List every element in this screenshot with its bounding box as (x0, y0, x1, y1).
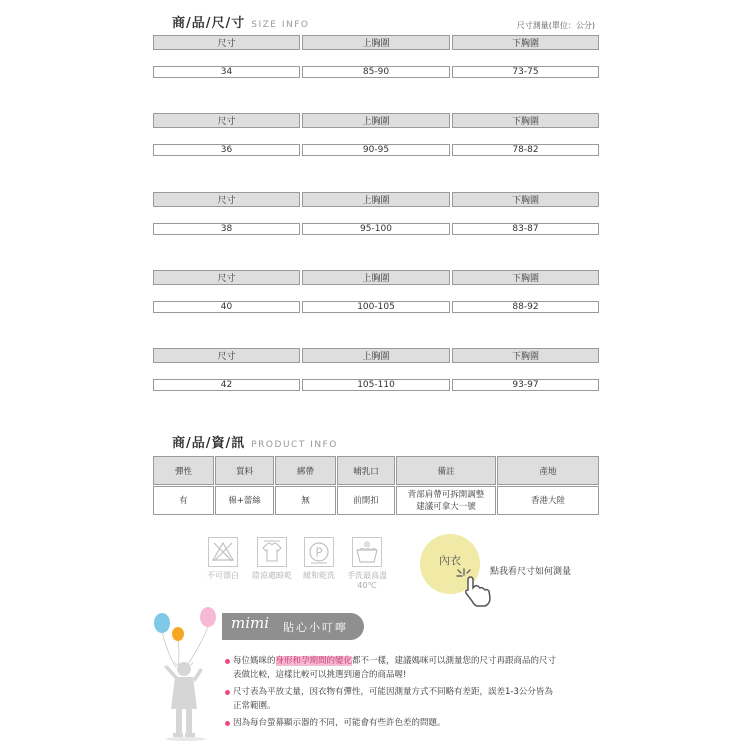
product-info-heading (172, 432, 338, 451)
size-value-row (153, 66, 599, 104)
header-under-bust: 下胸圍 (452, 113, 599, 128)
tip-1 (233, 654, 605, 682)
header-upper-bust: 上胸圍 (302, 35, 450, 50)
header-origin: 產地 (497, 456, 599, 485)
header-remark: 備註 (396, 456, 496, 485)
girl-with-balloons-icon (148, 605, 228, 745)
header-upper-bust: 上胸圍 (302, 192, 450, 207)
value-under-bust: 88-92 (452, 301, 599, 313)
tip-1-highlight: 身形和孕期間的變化 (275, 656, 353, 666)
value-under-bust: 83-87 (452, 223, 599, 235)
header-upper-bust: 上胸圍 (302, 348, 450, 363)
header-under-bust: 下胸圍 (452, 35, 599, 50)
value-material: 棉+蕾絲 (215, 486, 274, 515)
size-header-row (153, 113, 599, 143)
svg-text:P: P (315, 545, 323, 560)
value-size: 42 (153, 379, 300, 391)
header-material: 質料 (215, 456, 274, 485)
tip-bullet-3 (225, 721, 230, 726)
header-size: 尺寸 (153, 35, 300, 50)
product-info-title: 商/品/資/訊 (172, 436, 246, 451)
size-header-row (153, 270, 599, 300)
measure-link[interactable]: 點我看尺寸如何測量 (490, 567, 572, 577)
size-info-heading (172, 12, 309, 31)
tip-2 (233, 685, 605, 713)
hand-wash-icon (352, 537, 382, 567)
header-size: 尺寸 (153, 113, 300, 128)
value-size: 38 (153, 223, 300, 235)
shade-dry-shirt-icon (257, 537, 287, 567)
size-header-row (153, 192, 599, 222)
care-hand-wash (347, 537, 387, 590)
tip-bullet-1 (225, 659, 230, 664)
value-size: 36 (153, 144, 300, 156)
value-size: 40 (153, 301, 300, 313)
value-nursing-opening: 前開扣 (337, 486, 395, 515)
value-upper-bust: 90-95 (302, 144, 450, 156)
value-origin: 香港大陸 (497, 486, 599, 515)
no-bleach-icon (208, 537, 238, 567)
remark-line-1: 背部肩帶可拆開調整 (407, 489, 485, 500)
care-label-shade-dry: 陰涼處晾乾 (252, 571, 292, 580)
unit-note: 尺寸測量(單位：公分) (516, 21, 595, 30)
care-shade-dry (252, 537, 292, 581)
size-value-row (153, 301, 599, 339)
size-header-row (153, 348, 599, 378)
header-upper-bust: 上胸圍 (302, 113, 450, 128)
size-block (153, 270, 599, 340)
size-value-row (153, 223, 599, 261)
tip-2-part-a: 尺寸表為平放丈量，因衣物有彈性，可能因測量方式不同略有差距，誤差1-3公分皆為 (233, 687, 553, 697)
care-no-bleach (203, 537, 243, 581)
measure-circle-label: 內衣 (439, 554, 461, 567)
care-label-temp: 40℃ (357, 581, 377, 590)
value-under-bust: 73-75 (452, 66, 599, 78)
header-size: 尺寸 (153, 270, 300, 285)
care-label-hand-wash: 手洗最高溫 (347, 571, 387, 580)
tips-banner-title: 貼心小叮嚀 (283, 621, 348, 634)
value-upper-bust: 100-105 (302, 301, 450, 313)
size-value-row (153, 144, 599, 182)
care-label-no-bleach: 不可漂白 (207, 571, 239, 580)
header-strap: 綁帶 (275, 456, 336, 485)
size-block (153, 113, 599, 183)
care-label-gentle-dryclean: 緩和乾洗 (303, 571, 335, 580)
care-gentle-dryclean (299, 537, 339, 581)
value-elasticity: 有 (153, 486, 214, 515)
header-size: 尺寸 (153, 192, 300, 207)
header-under-bust: 下胸圍 (452, 348, 599, 363)
dryclean-p-icon (304, 537, 334, 567)
value-size: 34 (153, 66, 300, 78)
header-under-bust: 下胸圍 (452, 270, 599, 285)
tip-1-part-c: 表做比較，這樣比較可以挑選到適合的商品喔! (233, 670, 407, 680)
header-upper-bust: 上胸圍 (302, 270, 450, 285)
header-under-bust: 下胸圍 (452, 192, 599, 207)
value-upper-bust: 85-90 (302, 66, 450, 78)
size-info-subtitle: SIZE INFO (251, 20, 310, 30)
remark-line-2: 建議可拿大一號 (416, 501, 476, 512)
value-under-bust: 93-97 (452, 379, 599, 391)
size-header-row (153, 35, 599, 65)
size-block (153, 35, 599, 105)
header-nursing-opening: 哺乳口 (337, 456, 395, 485)
value-upper-bust: 105-110 (302, 379, 450, 391)
header-elasticity: 彈性 (153, 456, 214, 485)
size-info-title: 商/品/尺/寸 (172, 16, 246, 31)
tips-banner-en: mimi (231, 614, 270, 632)
value-under-bust: 78-82 (452, 144, 599, 156)
tip-1-part-b: 都不一樣，建議媽咪可以測量您的尺寸再跟商品的尺寸 (352, 656, 557, 666)
size-block (153, 192, 599, 262)
tip-2-part-b: 正常範圍。 (233, 701, 276, 711)
value-strap: 無 (275, 486, 336, 515)
value-remark (396, 486, 496, 515)
header-size: 尺寸 (153, 348, 300, 363)
size-value-row (153, 379, 599, 417)
size-block (153, 348, 599, 418)
tip-1-part-a: 每位媽咪的 (233, 656, 276, 666)
tip-bullet-2 (225, 690, 230, 695)
value-upper-bust: 95-100 (302, 223, 450, 235)
product-info-subtitle: PRODUCT INFO (251, 440, 338, 450)
product-info-table (153, 456, 599, 515)
tip-3: 因為每台螢幕顯示器的不同，可能會有些許色差的問題。 (233, 718, 446, 728)
